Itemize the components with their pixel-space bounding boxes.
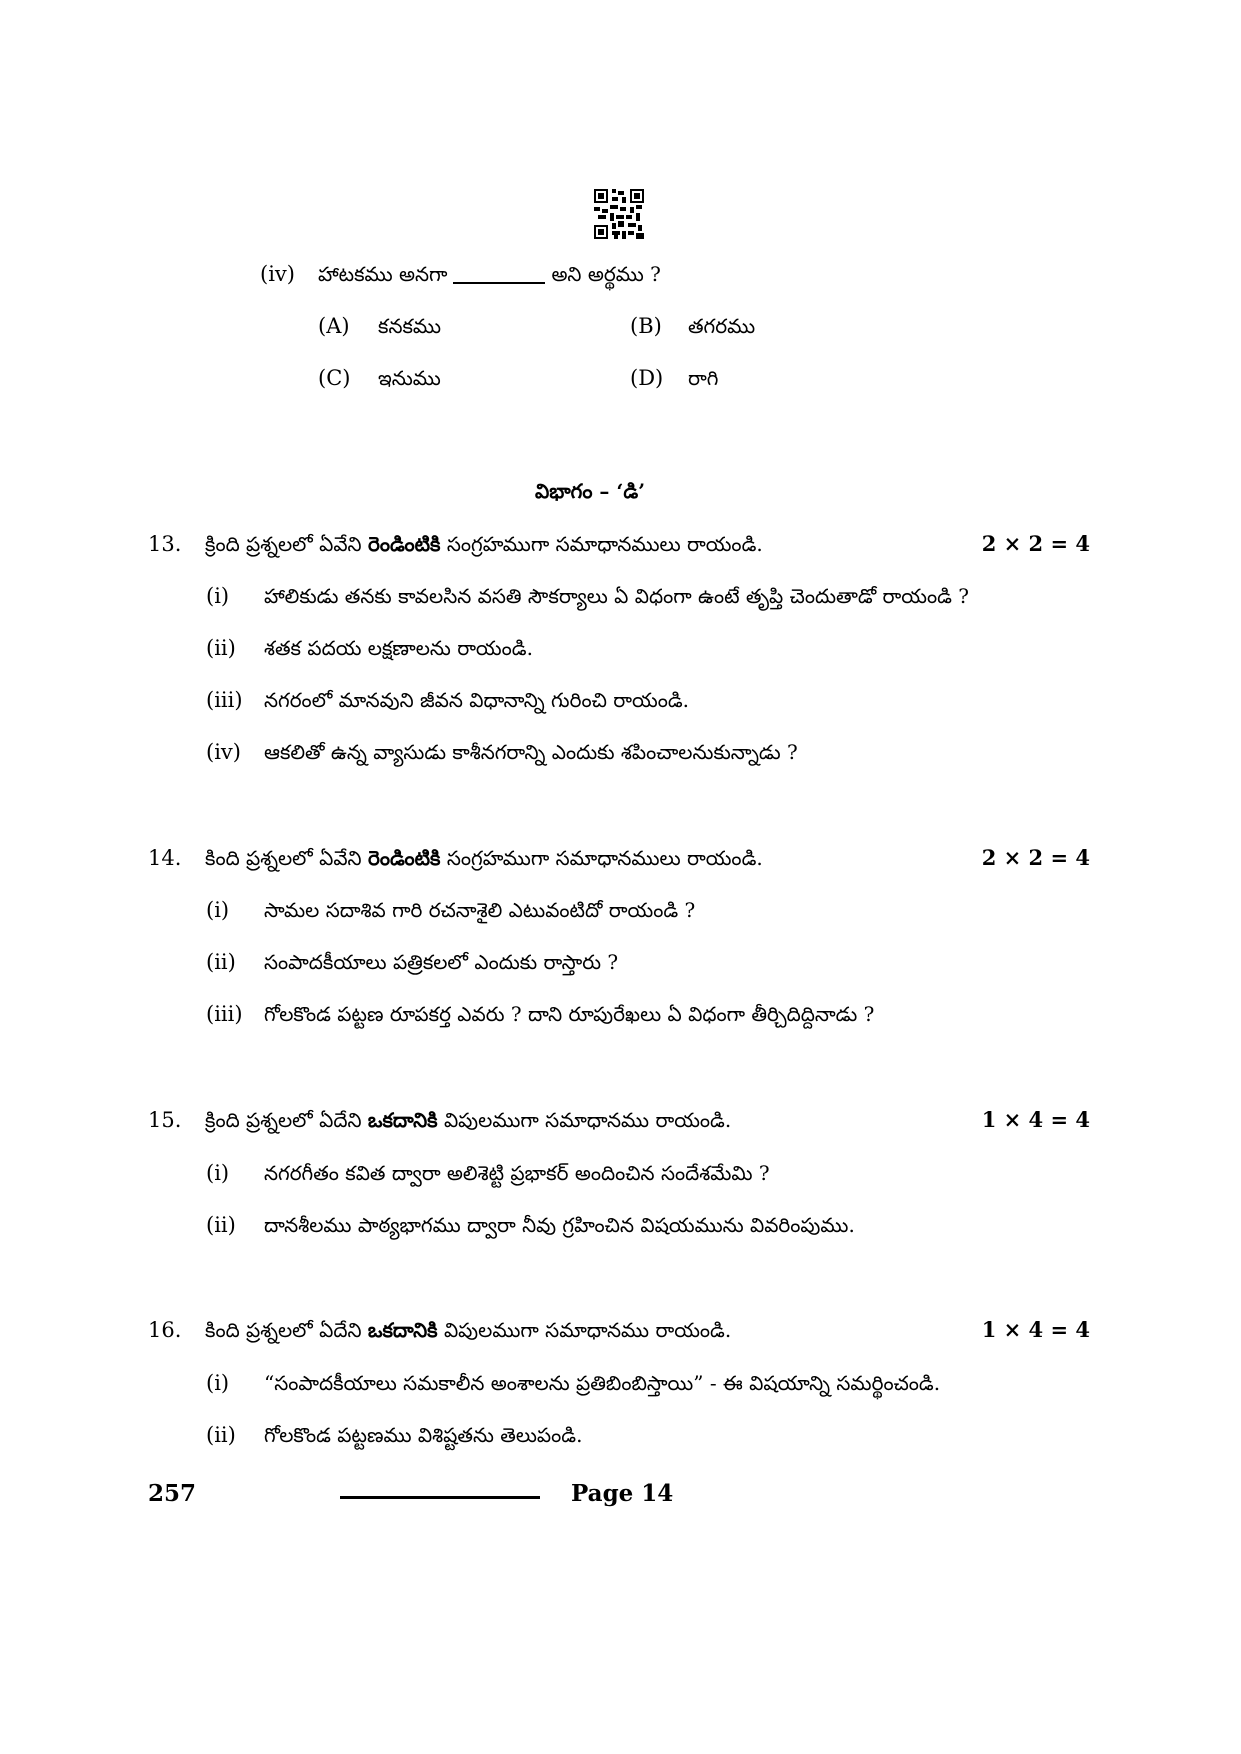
option-label: (B) bbox=[630, 314, 662, 338]
question-stem: కింది ప్రశ్నలలో ఏవేని రెండింటికి సంగ్రహముగా సమాధానములు రాయండి. bbox=[205, 846, 763, 870]
item-text: ఆకలితో ఉన్న వ్యాసుడు కాశీనగరాన్ని ఎందుకు శపించాలనుకున్నాడు ? bbox=[264, 740, 798, 764]
question-marks: 2 × 2 = 4 bbox=[981, 845, 1090, 870]
option-text: తగరము bbox=[688, 314, 756, 338]
item-text: నగరగీతం కవిత ద్వారా అలిశెట్టి ప్రభాకర్ అందించిన సందేశమేమి ? bbox=[264, 1161, 770, 1185]
option-text: రాగి bbox=[688, 366, 719, 390]
item-label: (iv) bbox=[206, 740, 241, 764]
item-label: (ii) bbox=[206, 1213, 236, 1237]
question-stem: క్రింది ప్రశ్నలలో ఏవేని రెండింటికి సంగ్రహముగా సమాధానములు రాయండి. bbox=[205, 532, 763, 556]
q12-iv-stem bbox=[318, 261, 661, 287]
answer-blank bbox=[453, 282, 545, 284]
q12-iv-stem-after: అని అర్థము ? bbox=[551, 262, 661, 286]
item-label: (iii) bbox=[206, 1002, 243, 1026]
item-text: గోలకొండ పట్టణ రూపకర్త ఎవరు ? దాని రూపురేఖలు ఏ విధంగా తీర్చిదిద్దినాడు ? bbox=[264, 1002, 875, 1026]
option-label: (C) bbox=[318, 366, 351, 390]
question-number: 13. bbox=[148, 532, 182, 556]
item-label: (i) bbox=[206, 584, 230, 608]
item-label: (i) bbox=[206, 1371, 230, 1395]
q12-iv-stem-before: హాటకము అనగా bbox=[318, 262, 448, 286]
option-text: ఇనుము bbox=[378, 366, 441, 390]
item-text: సామల సదాశివ గారి రచనాశైలి ఎటువంటిదో రాయండి ? bbox=[264, 898, 696, 922]
option-text: కనకము bbox=[378, 314, 441, 338]
qr-code-image bbox=[594, 189, 644, 239]
option-label: (A) bbox=[318, 314, 350, 338]
item-text: దానశీలము పాఠ్యభాగము ద్వారా నీవు గ్రహించిన విషయమును వివరింపుము. bbox=[264, 1213, 855, 1237]
item-text: శతక పదయ లక్షణాలను రాయండి. bbox=[264, 636, 533, 660]
item-label: (i) bbox=[206, 1161, 230, 1185]
option-label: (D) bbox=[630, 366, 664, 390]
item-label: (iii) bbox=[206, 688, 243, 712]
page-number: Page 14 bbox=[571, 1480, 674, 1507]
item-text: “సంపాదకీయాలు సమకాలీన అంశాలను ప్రతిబింబిస్తాయి” - ఈ విషయాన్ని సమర్థించండి. bbox=[264, 1371, 941, 1395]
item-label: (ii) bbox=[206, 636, 236, 660]
item-text: నగరంలో మానవుని జీవన విధానాన్ని గురించి రాయండి. bbox=[264, 688, 690, 712]
question-marks: 1 × 4 = 4 bbox=[981, 1107, 1090, 1132]
question-stem: కింది ప్రశ్నలలో ఏదేని ఒకదానికి విపులముగా సమాధానము రాయండి. bbox=[205, 1318, 732, 1342]
paper-code: 257 bbox=[148, 1480, 197, 1507]
item-text: హాలికుడు తనకు కావలసిన వసతి సౌకర్యాలు ఏ విధంగా ఉంటే తృప్తి చెందుతాడో రాయండి ? bbox=[264, 584, 970, 608]
question-marks: 2 × 2 = 4 bbox=[981, 531, 1090, 556]
section-title: విభాగం – ‘డి’ bbox=[535, 479, 646, 503]
question-stem: క్రింది ప్రశ్నలలో ఏదేని ఒకదానికి విపులముగా సమాధానము రాయండి. bbox=[205, 1108, 732, 1132]
footer-rule bbox=[340, 1496, 540, 1499]
item-label: (i) bbox=[206, 898, 230, 922]
question-marks: 1 × 4 = 4 bbox=[981, 1317, 1090, 1342]
question-number: 14. bbox=[148, 846, 182, 870]
item-text: గోలకొండ పట్టణము విశిష్టతను తెలుపండి. bbox=[264, 1423, 583, 1447]
question-number: 16. bbox=[148, 1318, 182, 1342]
q12-iv-label: (iv) bbox=[260, 262, 295, 286]
question-number: 15. bbox=[148, 1108, 182, 1132]
item-label: (ii) bbox=[206, 1423, 236, 1447]
item-label: (ii) bbox=[206, 950, 236, 974]
item-text: సంపాదకీయాలు పత్రికలలో ఎందుకు రాస్తారు ? bbox=[264, 950, 619, 974]
